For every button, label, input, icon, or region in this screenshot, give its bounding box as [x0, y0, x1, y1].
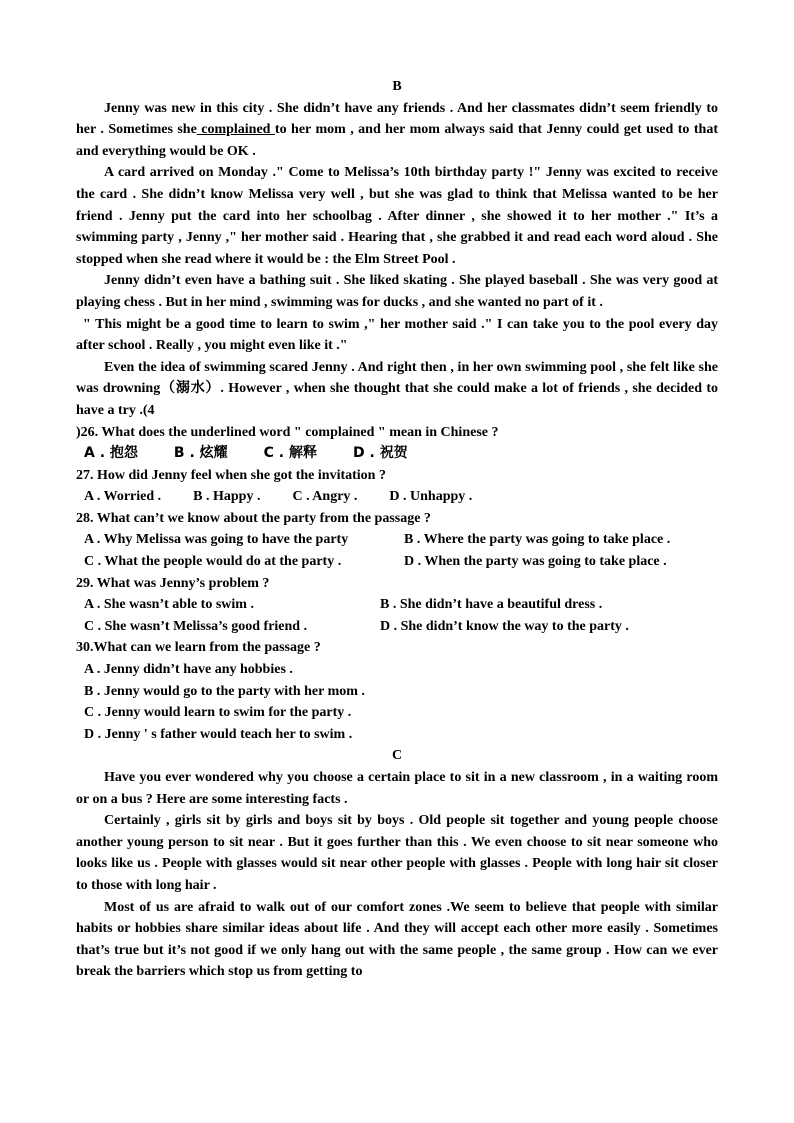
q27-option-d: D . Unhappy .: [389, 489, 473, 505]
q27-option-b: B . Happy .: [193, 489, 261, 505]
q26-option-c: C . 解释: [263, 445, 317, 462]
question-27-options: [84, 486, 718, 508]
q28-option-b: B . Where the party was going to take place .: [404, 532, 671, 548]
passage-b-paragraph-2: A card arrived on Monday ." Come to Melissa’s 10th birthday party !" Jenny was excited to receive the card . She didn’t know Melissa very well , but she was glad to think that Melissa wanted to be her friend . Jenny put the card into her schoolbag . After dinner , she showed it to her mother ." It’s a swimming party , Jenny ," her mother said . Hearing that , she grabbed it and read each word aloud . She stopped when she read where it would be : the Elm Street Pool .: [76, 165, 718, 267]
q29-option-c: C . She wasn’t Melissa’s good friend .: [84, 618, 308, 634]
question-26: )26. What does the underlined word " complained " mean in Chinese ?: [76, 424, 499, 440]
question-28-options-row-2: [84, 551, 718, 573]
q30-option-c: C . Jenny would learn to swim for the party .: [84, 705, 352, 721]
q26-option-a: A . 抱怨: [84, 445, 138, 462]
passage-c-paragraph-2: Certainly , girls sit by girls and boys sit by boys . Old people sit together and young people choose another young person to sit near . But it goes further than this . We even choose to sit near someone who looks like us . People with glasses would sit near other people with glasses . People with long hair sit closer to those with long hair .: [76, 813, 718, 893]
question-29-options-row-1: [84, 594, 718, 616]
passage-c-paragraph-1: Have you ever wondered why you choose a certain place to sit in a new classroom , in a waiting room or on a bus ? Here are some interesting facts .: [76, 770, 718, 807]
q30-option-a: A . Jenny didn’t have any hobbies .: [84, 662, 293, 678]
question-26-options: [84, 443, 718, 465]
question-29-options-row-2: [84, 616, 718, 638]
q26-option-d: D . 祝贺: [353, 445, 408, 462]
q29-option-a: A . She wasn’t able to swim .: [84, 597, 254, 613]
q30-option-d: D . Jenny ' s father would teach her to swim .: [84, 726, 353, 742]
q29-option-d: D . She didn’t know the way to the party .: [380, 618, 629, 634]
passage-b-paragraph-4: " This might be a good time to learn to swim ," her mother said ." I can take you to the pool every day after school . Really , you might even like it .": [76, 316, 718, 354]
q27-option-a: A . Worried .: [84, 489, 162, 505]
q27-option-c: C . Angry .: [292, 489, 358, 505]
question-29: 29. What was Jenny’s problem ?: [76, 575, 270, 591]
section-c-heading: C: [391, 748, 403, 764]
passage-b-paragraph-1: Jenny was new in this city . She didn’t have any friends . And her classmates didn’t seem friendly to her . Sometimes she complained to her mom , and her mom always said that Jenny could get used to that and everything would be OK .: [76, 100, 718, 159]
passage-b-paragraph-3: Jenny didn’t even have a bathing suit . She liked skating . She played baseball . She was very good at playing chess . But in her mind , swimming was for ducks , and she wanted no part of it .: [76, 273, 718, 310]
question-28-options-row-1: [84, 529, 718, 551]
q30-option-b: B . Jenny would go to the party with her mom .: [84, 683, 365, 699]
underlined-word-complained: complained: [196, 122, 275, 138]
question-27: 27. How did Jenny feel when she got the invitation ?: [76, 467, 386, 483]
question-28: 28. What can’t we know about the party from the passage ?: [76, 510, 431, 526]
document-page: [76, 76, 718, 983]
section-b-heading: B: [392, 79, 402, 94]
passage-b-paragraph-5: Even the idea of swimming scared Jenny . And right then , in her own swimming pool , she felt like she was drowning（溺水）. However , when she thought that she could make a lot of friends , she decided to have a try .(4: [76, 359, 719, 418]
q28-option-c: C . What the people would do at the party .: [84, 554, 342, 570]
question-30: 30.What can we learn from the passage ?: [76, 640, 321, 656]
q29-option-b: B . She didn’t have a beautiful dress .: [380, 597, 603, 613]
passage-c-paragraph-3: Most of us are afraid to walk out of our comfort zones .We seem to believe that people with similar habits or hobbies share similar ideas about life . And they will accept each other more easily . Sometimes that’s true but it’s not good if we only hang out with the same people , the same group . How can we ever break the barriers which stop us from getting to: [76, 899, 718, 980]
q28-option-d: D . When the party was going to take place .: [404, 554, 667, 570]
q26-option-b: B . 炫耀: [173, 445, 228, 462]
q28-option-a: A . Why Melissa was going to have the party: [84, 532, 349, 548]
